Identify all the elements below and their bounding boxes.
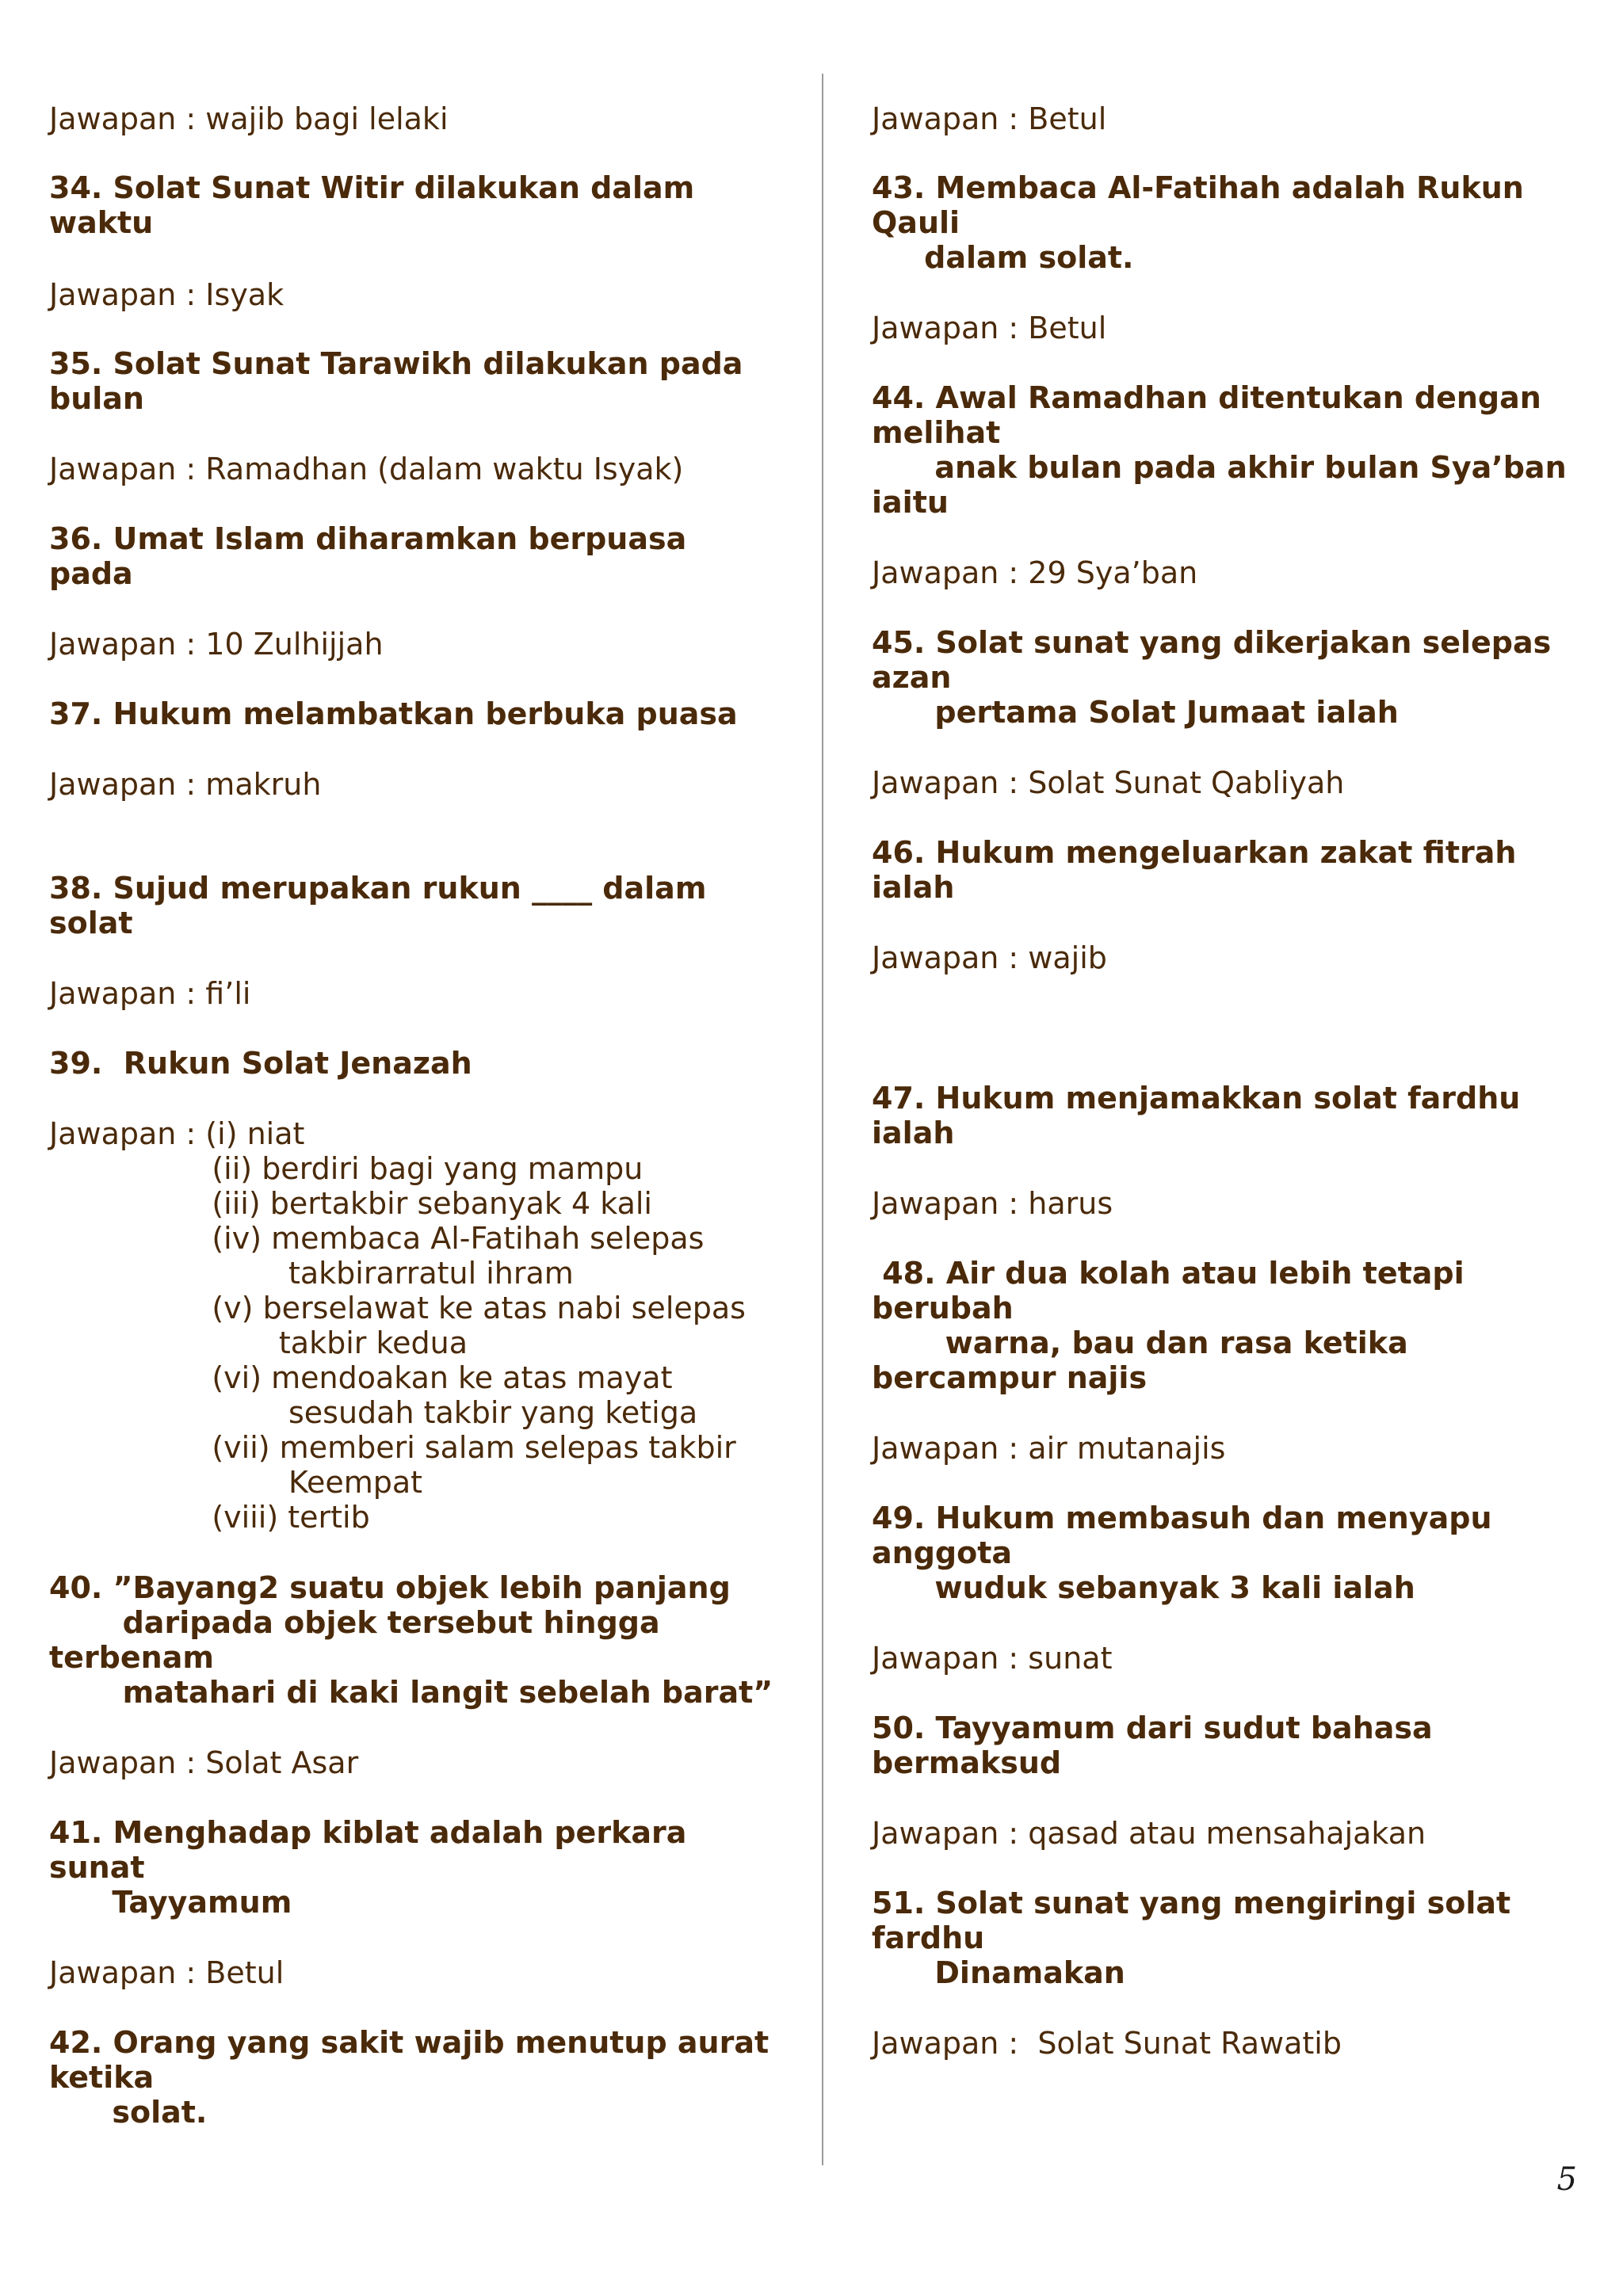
left-answer-line: (iv) membaca Al-Fatihah selepas: [49, 1221, 705, 1256]
right-question-line: 51. Solat sunat yang mengiringi solat: [872, 1886, 1511, 1920]
left-question-line: Tayyamum: [49, 1885, 292, 1920]
left-answer-line: Jawapan : 10 Zulhijjah: [49, 627, 384, 662]
left-question-line: daripada objek tersebut hingga: [49, 1605, 660, 1640]
left-question-line: bulan: [49, 381, 144, 416]
left-answer-line: sesudah takbir yang ketiga: [49, 1395, 698, 1430]
right-question-line: bercampur najis: [872, 1360, 1148, 1395]
left-question-line: matahari di kaki langit sebelah barat”: [49, 1675, 773, 1710]
left-answer-line: Jawapan : fi’li: [49, 976, 251, 1011]
left-answer-line: Jawapan : Betul: [49, 1955, 285, 1990]
right-question-line: anggota: [872, 1535, 1013, 1570]
left-question-line: terbenam: [49, 1640, 214, 1675]
left-answer-line: (v) berselawat ke atas nabi selepas: [49, 1291, 746, 1325]
right-question-line: 50. Tayyamum dari sudut bahasa: [872, 1711, 1433, 1745]
left-question-line: 39. Rukun Solat Jenazah: [49, 1046, 472, 1081]
page-number: 5: [1556, 2161, 1577, 2198]
left-answer-line: (vi) mendoakan ke atas mayat: [49, 1360, 673, 1395]
right-question-line: wuduk sebanyak 3 kali ialah: [872, 1570, 1415, 1605]
left-question-line: 36. Umat Islam diharamkan berpuasa: [49, 521, 687, 556]
left-question-line: waktu: [49, 205, 154, 240]
column-divider: [822, 74, 823, 2165]
left-question-line: 40. ”Bayang2 suatu objek lebih panjang: [49, 1570, 731, 1605]
right-question-line: 49. Hukum membasuh dan menyapu: [872, 1501, 1492, 1535]
right-question-line: ialah: [872, 870, 955, 905]
right-question-line: anak bulan pada akhir bulan Sya’ban: [872, 450, 1567, 485]
left-answer-line: Jawapan : Isyak: [49, 277, 285, 312]
right-question-line: iaitu: [872, 485, 949, 520]
right-question-line: 48. Air dua kolah atau lebih tetapi: [872, 1256, 1465, 1291]
left-answer-line: Jawapan : Solat Asar: [49, 1745, 359, 1780]
right-question-line: 43. Membaca Al-Fatihah adalah Rukun: [872, 170, 1524, 205]
left-question-line: sunat: [49, 1850, 145, 1885]
left-question-line: solat.: [49, 2095, 208, 2130]
left-question-line: 35. Solat Sunat Tarawikh dilakukan pada: [49, 346, 743, 381]
right-question-line: melihat: [872, 415, 1001, 450]
left-answer-line: (iii) bertakbir sebanyak 4 kali: [49, 1186, 652, 1221]
right-answer-line: Jawapan : air mutanajis: [872, 1431, 1226, 1466]
left-question-line: pada: [49, 556, 133, 591]
right-answer-line: Jawapan : wajib: [872, 940, 1107, 975]
left-answer-line: takbir kedua: [49, 1325, 468, 1360]
left-answer-line: (ii) berdiri bagi yang mampu: [49, 1151, 643, 1186]
right-question-line: 45. Solat sunat yang dikerjakan selepas: [872, 625, 1552, 660]
right-question-line: Qauli: [872, 205, 960, 240]
right-question-line: 46. Hukum mengeluarkan zakat fitrah: [872, 835, 1517, 870]
left-question-line: ketika: [49, 2060, 155, 2095]
right-answer-line: Jawapan : Solat Sunat Qabliyah: [872, 765, 1345, 800]
left-question-line: 38. Sujud merupakan rukun ____ dalam: [49, 871, 707, 906]
left-question-line: 37. Hukum melambatkan berbuka puasa: [49, 696, 738, 731]
right-question-line: fardhu: [872, 1920, 985, 1955]
left-question-line: 42. Orang yang sakit wajib menutup aurat: [49, 2025, 769, 2060]
left-answer-line: (vii) memberi salam selepas takbir: [49, 1430, 736, 1465]
right-answer-line: Jawapan : 29 Sya’ban: [872, 555, 1198, 590]
left-question-line: 41. Menghadap kiblat adalah perkara: [49, 1815, 687, 1850]
right-question-line: 44. Awal Ramadhan ditentukan dengan: [872, 380, 1541, 415]
right-answer-line: Jawapan : Betul: [872, 101, 1107, 136]
left-answer-line: Jawapan : wajib bagi lelaki: [49, 101, 449, 136]
left-answer-line: Jawapan : (i) niat: [49, 1116, 305, 1151]
right-answer-line: Jawapan : sunat: [872, 1641, 1113, 1676]
left-question-line: solat: [49, 906, 133, 940]
right-answer-line: Jawapan : Solat Sunat Rawatib: [872, 2026, 1342, 2061]
left-answer-line: (viii) tertib: [49, 1500, 370, 1535]
right-question-line: azan: [872, 660, 952, 695]
right-question-line: ialah: [872, 1116, 955, 1150]
left-answer-line: Keempat: [49, 1465, 423, 1500]
right-question-line: warna, bau dan rasa ketika: [872, 1325, 1408, 1360]
right-answer-line: Jawapan : qasad atau mensahajakan: [872, 1816, 1426, 1851]
right-answer-line: Jawapan : harus: [872, 1186, 1113, 1221]
left-answer-line: Jawapan : makruh: [49, 767, 322, 802]
left-answer-line: takbirarratul ihram: [49, 1256, 574, 1291]
right-question-line: dalam solat.: [872, 240, 1134, 275]
right-question-line: bermaksud: [872, 1745, 1062, 1780]
right-question-line: berubah: [872, 1291, 1014, 1325]
right-answer-line: Jawapan : Betul: [872, 311, 1107, 345]
left-question-line: 34. Solat Sunat Witir dilakukan dalam: [49, 170, 695, 205]
left-answer-line: Jawapan : Ramadhan (dalam waktu Isyak): [49, 452, 684, 486]
right-question-line: Dinamakan: [872, 1955, 1125, 1990]
right-question-line: 47. Hukum menjamakkan solat fardhu: [872, 1081, 1521, 1116]
right-question-line: pertama Solat Jumaat ialah: [872, 695, 1399, 730]
